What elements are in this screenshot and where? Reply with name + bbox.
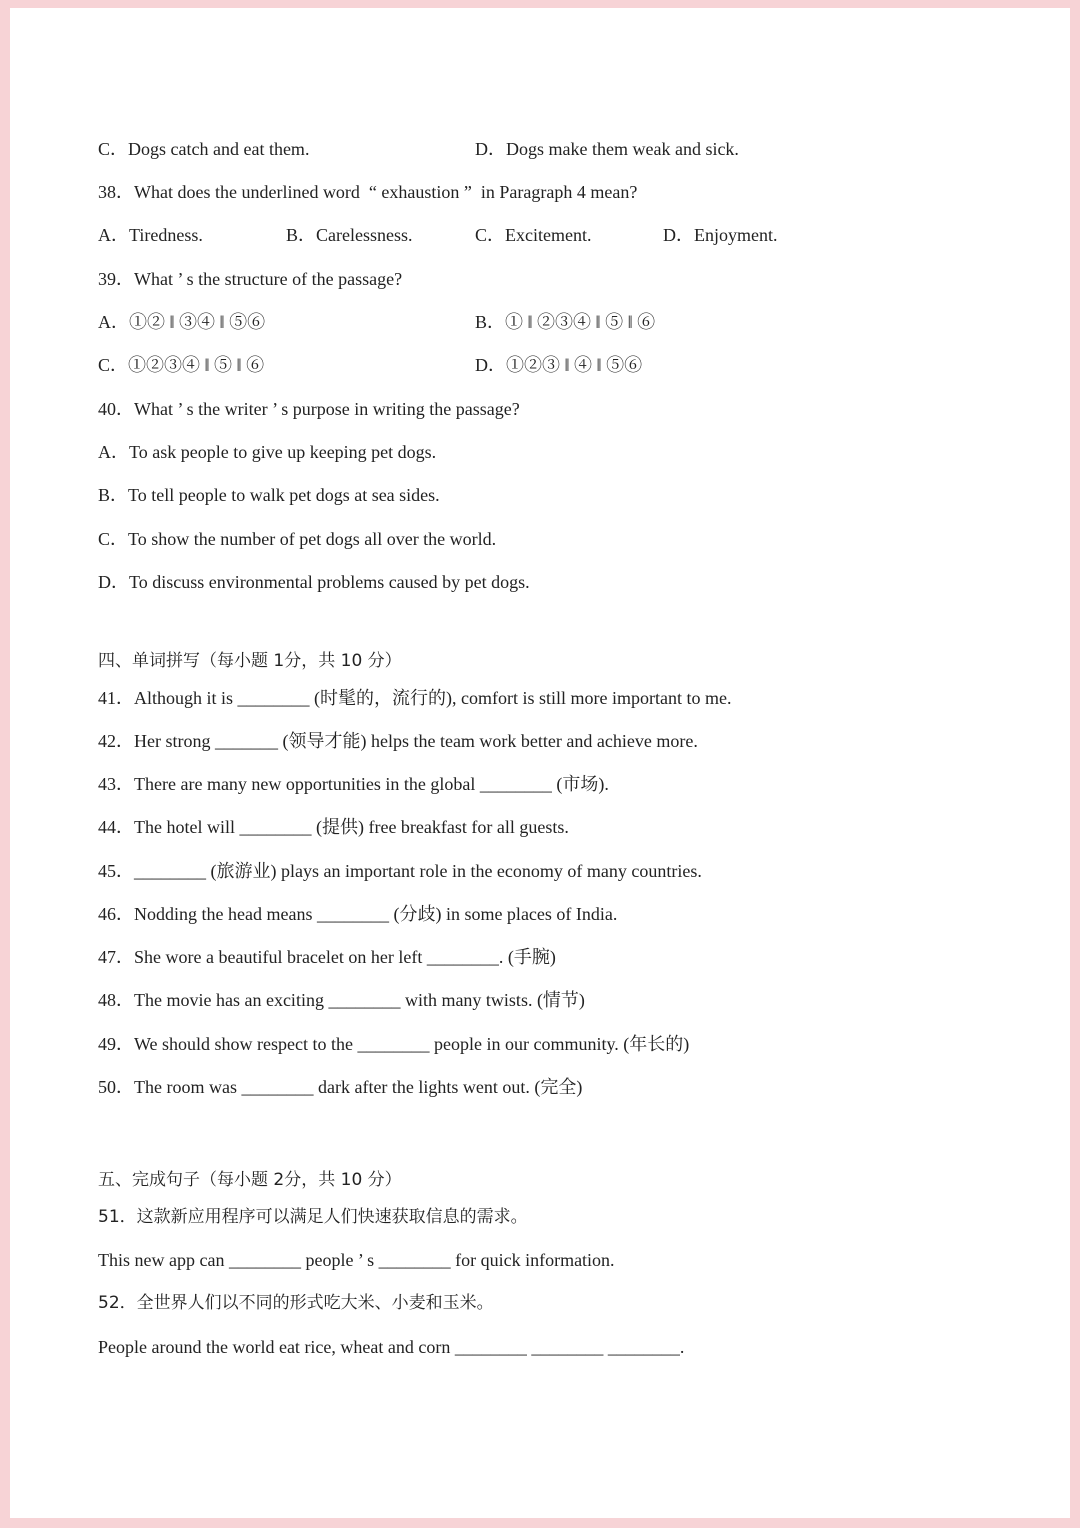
q46: 46．Nodding the head means ________ (分歧) in some places of India. bbox=[98, 904, 618, 924]
q40-option-a: A．To ask people to give up keeping pet dogs. bbox=[98, 442, 437, 462]
q40-stem: 40．What ’ s the writer ’ s purpose in writing the passage? bbox=[98, 399, 520, 419]
q52-chinese: 52．全世界人们以不同的形式吃大米、小麦和玉米。 bbox=[98, 1293, 494, 1313]
q42: 42．Her strong _______ (领导才能) helps the team work better and achieve more. bbox=[98, 731, 698, 751]
q38-option-b: B．Carelessness. bbox=[286, 225, 413, 245]
q38-option-c: C．Excitement. bbox=[475, 225, 592, 245]
q39-stem: 39．What ’ s the structure of the passage? bbox=[98, 269, 403, 289]
exam-page bbox=[10, 8, 1070, 1518]
q47: 47．She wore a beautiful bracelet on her left ________. (手腕) bbox=[98, 947, 556, 967]
q38-option-a: A．Tiredness. bbox=[98, 225, 203, 245]
q52-english: People around the world eat rice, wheat and corn ________ ________ ________. bbox=[98, 1337, 685, 1357]
q40-option-d: D．To discuss environmental problems caused by pet dogs. bbox=[98, 572, 530, 592]
section4-heading: 四、单词拼写（每小题 1分，共 10 分） bbox=[98, 651, 402, 671]
q38-stem: 38．What does the underlined word “ exhaustion ” in Paragraph 4 mean? bbox=[98, 182, 638, 202]
q39-option-a: A．①② ‖ ③④ ‖ ⑤⑥ bbox=[98, 312, 266, 332]
q48: 48．The movie has an exciting ________ with many twists. (情节) bbox=[98, 990, 585, 1010]
q50: 50．The room was ________ dark after the lights went out. (完全) bbox=[98, 1077, 583, 1097]
q51-english: This new app can ________ people ’ s ________ for quick information. bbox=[98, 1250, 615, 1270]
q37-option-c: C．Dogs catch and eat them. bbox=[98, 139, 310, 159]
q45: 45．________ (旅游业) plays an important role in the economy of many countries. bbox=[98, 861, 702, 881]
q41: 41．Although it is ________ (时髦的，流行的), comfort is still more important to me. bbox=[98, 688, 732, 708]
q51-chinese: 51．这款新应用程序可以满足人们快速获取信息的需求。 bbox=[98, 1207, 528, 1227]
q38-option-d: D．Enjoyment. bbox=[663, 225, 778, 245]
q39-option-b: B．① ‖ ②③④ ‖ ⑤ ‖ ⑥ bbox=[475, 312, 656, 332]
q39-option-c: C．①②③④ ‖ ⑤ ‖ ⑥ bbox=[98, 355, 265, 375]
q40-option-c: C．To show the number of pet dogs all over the world. bbox=[98, 529, 497, 549]
q39-option-d: D．①②③ ‖ ④ ‖ ⑤⑥ bbox=[475, 355, 643, 375]
q40-option-b: B．To tell people to walk pet dogs at sea sides. bbox=[98, 485, 440, 505]
q37-option-d: D．Dogs make them weak and sick. bbox=[475, 139, 739, 159]
q43: 43．There are many new opportunities in the global ________ (市场). bbox=[98, 774, 609, 794]
q44: 44．The hotel will ________ (提供) free breakfast for all guests. bbox=[98, 817, 569, 837]
q49: 49．We should show respect to the ________ people in our community. (年长的) bbox=[98, 1034, 690, 1054]
section5-heading: 五、完成句子（每小题 2分，共 10 分） bbox=[98, 1170, 402, 1190]
